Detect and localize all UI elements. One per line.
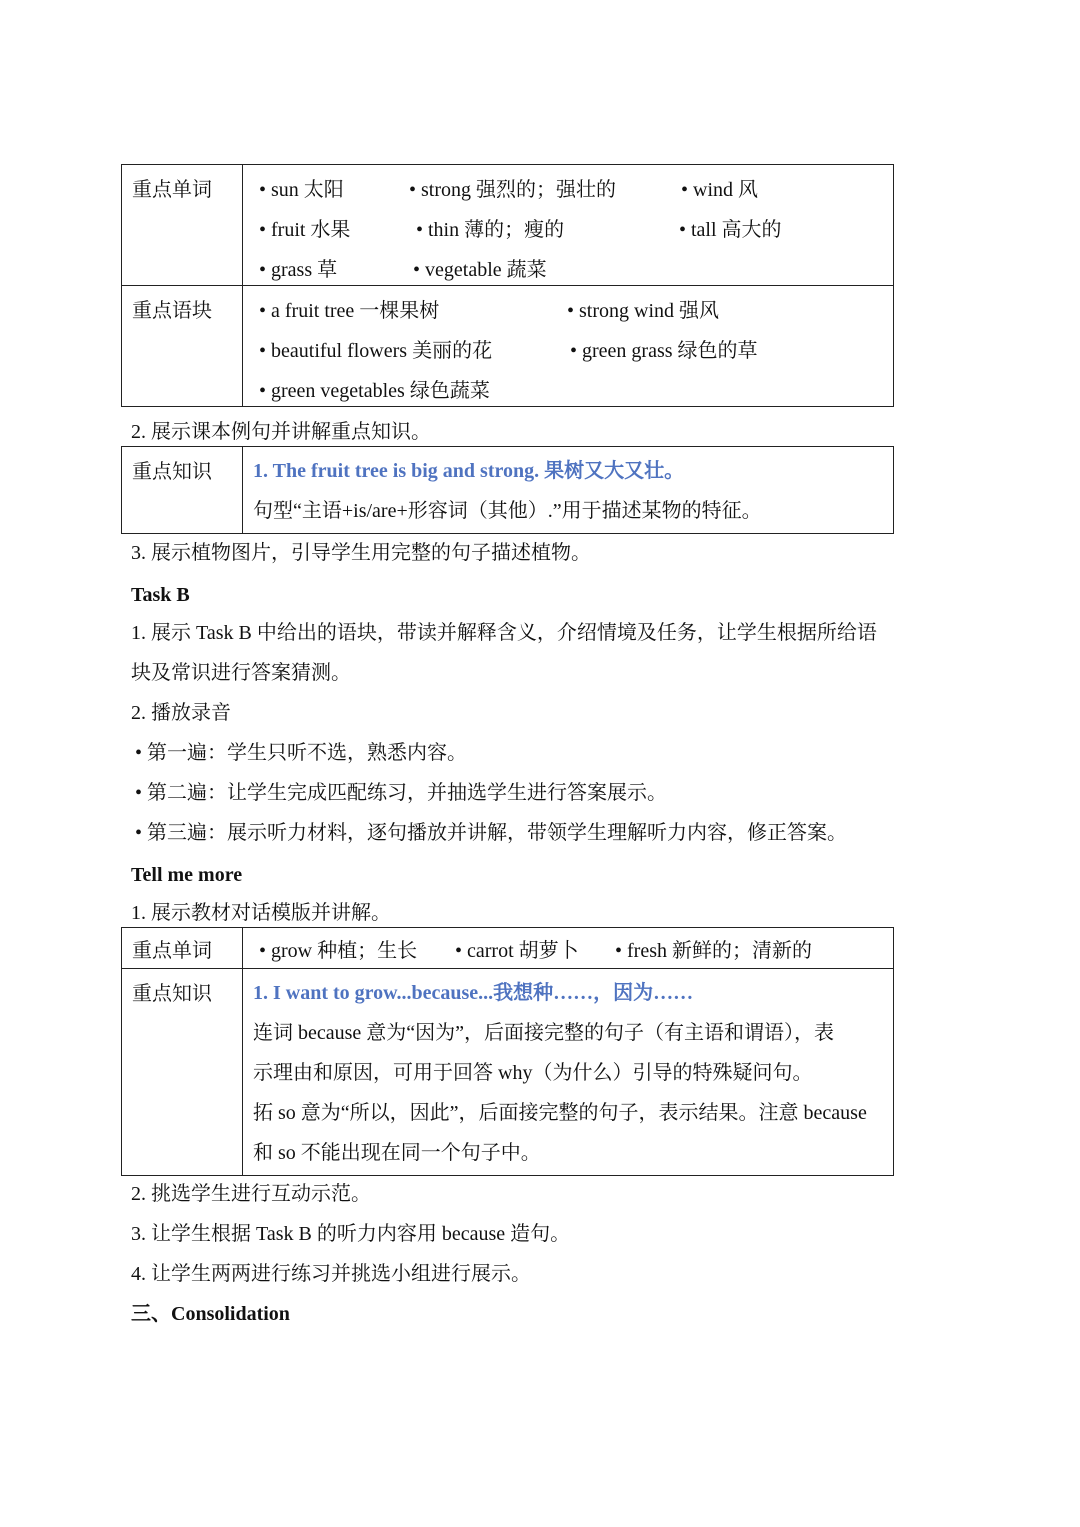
knowledge-cell-2	[243, 969, 894, 1176]
phrase-green-grass: • green grass 绿色的草	[570, 340, 758, 362]
step-2-show-examples: 2. 展示课本例句并讲解重点知识。	[131, 421, 431, 443]
after-step-3: 3. 让学生根据 Task B 的听力内容用 because 造句。	[131, 1223, 571, 1245]
word-wind: • wind 风	[681, 179, 759, 201]
word-thin: • thin 薄的；瘦的	[416, 219, 565, 241]
knowledge-label: 重点知识	[122, 447, 243, 534]
task-b-bullet-1: • 第一遍：学生只听不选，熟悉内容。	[135, 742, 468, 764]
key-words-row	[122, 165, 894, 286]
after-step-4: 4. 让学生两两进行练习并挑选小组进行展示。	[131, 1263, 531, 1285]
phrase-green-vegetables: • green vegetables 绿色蔬菜	[259, 380, 490, 402]
key-phrases-cell	[243, 286, 894, 407]
task-b-step-1-line-1: 1. 展示 Task B 中给出的语块，带读并解释含义，介绍情境及任务，让学生根据所给语	[131, 622, 877, 644]
knowledge-cell	[243, 447, 894, 534]
task-b-bullet-3: • 第三遍：展示听力材料，逐句播放并讲解，带领学生理解听力内容，修正答案。	[135, 822, 848, 844]
key-words-row-2	[122, 928, 894, 969]
key-words-label-2: 重点单词	[122, 928, 243, 969]
knowledge-line-4: 和 so 不能出现在同一个句子中。	[253, 1142, 541, 1164]
after-step-2: 2. 挑选学生进行互动示范。	[131, 1183, 371, 1205]
word-fresh: • fresh 新鲜的；清新的	[615, 940, 812, 962]
vocab-table	[121, 164, 894, 407]
key-words-cell-2	[243, 928, 894, 969]
key-words-cell	[243, 165, 894, 286]
knowledge-text: 句型“主语+is/are+形容词（其他）.”用于描述某物的特征。	[253, 500, 762, 522]
knowledge-line-2: 示理由和原因，可用于回答 why（为什么）引导的特殊疑问句。	[253, 1062, 813, 1084]
knowledge-line-1: 连词 because 意为“因为”，后面接完整的句子（有主语和谓语），表	[253, 1022, 835, 1044]
knowledge-heading: 1. The fruit tree is big and strong. 果树又大又壮。	[253, 460, 685, 482]
consolidation-heading: 三、Consolidation	[131, 1303, 290, 1325]
word-vegetable: • vegetable 蔬菜	[413, 259, 547, 281]
knowledge-label-2: 重点知识	[122, 969, 243, 1176]
key-phrases-label: 重点语块	[122, 286, 243, 407]
knowledge-line-3: 拓 so 意为“所以，因此”，后面接完整的句子，表示结果。注意 because	[253, 1102, 867, 1124]
knowledge-heading-2: 1. I want to grow...because...我想种……，因为……	[253, 982, 694, 1004]
word-sun: • sun 太阳	[259, 179, 344, 201]
word-fruit: • fruit 水果	[259, 219, 351, 241]
word-strong: • strong 强烈的；强壮的	[409, 179, 617, 201]
key-phrases-row	[122, 286, 894, 407]
vocab-knowledge-table	[121, 927, 894, 1176]
task-b-heading: Task B	[131, 584, 190, 606]
phrase-fruit-tree: • a fruit tree 一棵果树	[259, 300, 440, 322]
task-b-bullet-2: • 第二遍：让学生完成匹配练习，并抽选学生进行答案展示。	[135, 782, 668, 804]
phrase-beautiful-flowers: • beautiful flowers 美丽的花	[259, 340, 493, 362]
knowledge-table-1	[121, 446, 894, 534]
key-words-label: 重点单词	[122, 165, 243, 286]
tell-me-more-heading: Tell me more	[131, 864, 243, 886]
key-knowledge-row-2	[122, 969, 894, 1176]
phrase-strong-wind: • strong wind 强风	[567, 300, 720, 322]
task-b-step-2: 2. 播放录音	[131, 702, 231, 724]
word-grass: • grass 草	[259, 259, 338, 281]
step-3-describe-plants: 3. 展示植物图片，引导学生用完整的句子描述植物。	[131, 542, 591, 564]
task-b-step-1-line-2: 块及常识进行答案猜测。	[131, 662, 351, 684]
word-tall: • tall 高大的	[679, 219, 782, 241]
tell-me-more-step-1: 1. 展示教材对话模版并讲解。	[131, 902, 391, 924]
word-carrot: • carrot 胡萝卜	[455, 940, 579, 962]
word-grow: • grow 种植；生长	[259, 940, 418, 962]
